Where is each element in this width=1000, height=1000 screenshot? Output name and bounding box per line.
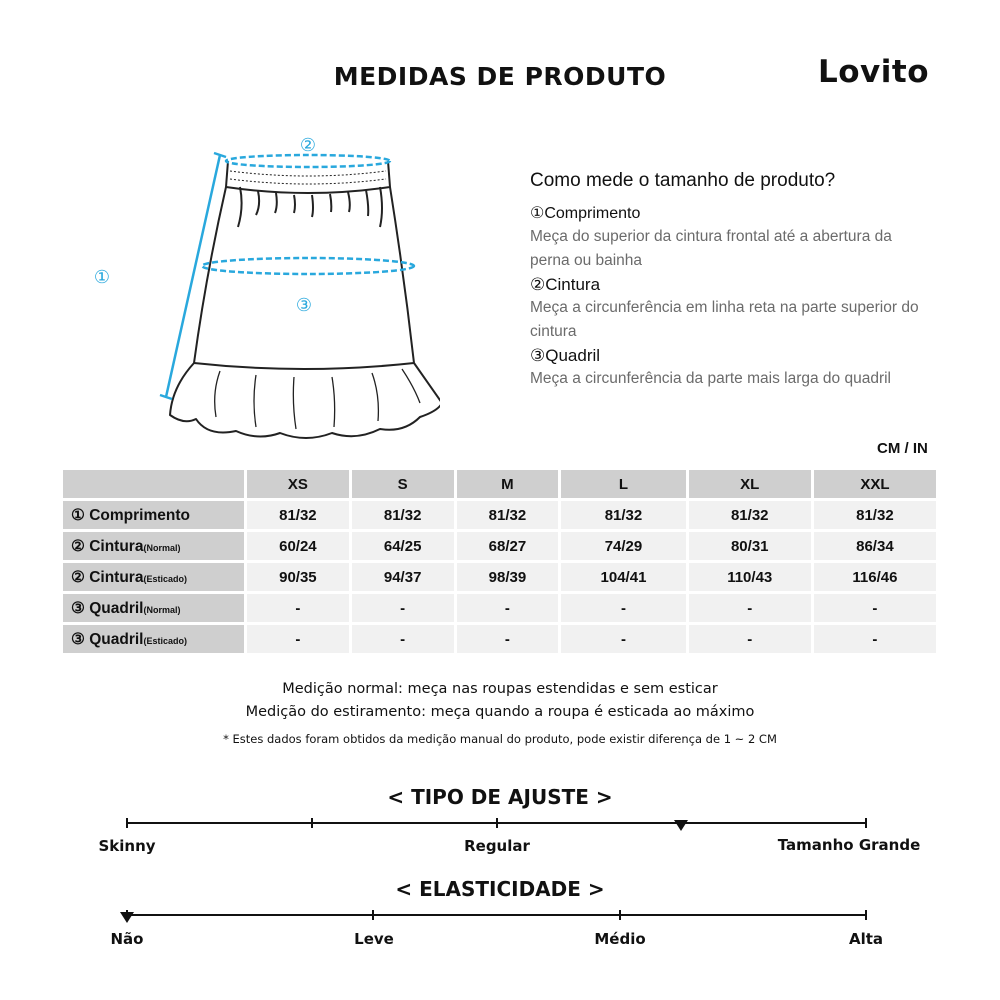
brand-logo: Lovito	[818, 54, 930, 90]
fit-scale-tick	[311, 818, 313, 828]
table-cell: 80/31	[689, 532, 811, 560]
fit-scale-title: < TIPO DE AJUSTE >	[387, 785, 613, 809]
table-cell: -	[247, 625, 349, 653]
table-cell: 116/46	[814, 563, 936, 591]
hip-marker: ③	[295, 295, 313, 316]
table-cell: 86/34	[814, 532, 936, 560]
table-cell: 81/32	[814, 501, 936, 529]
row-label-sub: (Esticado)	[143, 635, 187, 646]
elasticity-scale-tick	[865, 910, 867, 920]
fit-scale-tick	[126, 818, 128, 828]
note-disclaimer: * Estes dados foram obtidos da medição manual do produto, pode existir diferença de 1 ~ 2 CM	[223, 732, 777, 746]
fit-label-regular: Regular	[464, 837, 530, 855]
elasticity-label-high: Alta	[848, 930, 884, 948]
table-cell: 64/25	[352, 532, 454, 560]
table-cell: 81/32	[457, 501, 559, 529]
table-cell: 81/32	[247, 501, 349, 529]
fit-label-skinny: Skinny	[98, 837, 156, 855]
elasticity-scale-line	[126, 914, 867, 916]
row-label-sub: (Esticado)	[143, 573, 187, 584]
guide-hip-text: Meça a circunferência da parte mais larga do quadril	[530, 370, 891, 387]
table-cell: -	[457, 625, 559, 653]
row-label	[63, 563, 244, 591]
elasticity-label-light: Leve	[354, 930, 394, 948]
table-row	[63, 563, 936, 591]
table-cell: -	[561, 594, 685, 622]
table-corner	[63, 470, 244, 498]
guide-waist-heading: ②Cintura	[530, 275, 601, 294]
table-cell: 60/24	[247, 532, 349, 560]
skirt-measurement-diagram	[80, 125, 440, 455]
elasticity-selected-marker	[120, 912, 134, 923]
table-cell: -	[689, 625, 811, 653]
fit-scale-tick	[865, 818, 867, 828]
row-label-sub: (Normal)	[143, 604, 181, 615]
table-cell: 81/32	[689, 501, 811, 529]
table-cell: -	[247, 594, 349, 622]
row-label-text: ② Cintura	[71, 537, 144, 555]
note-stretch: Medição do estiramento: meça quando a roupa é esticada ao máximo	[245, 704, 755, 720]
guide-title: Como mede o tamanho de produto?	[530, 170, 836, 191]
table-cell: 104/41	[561, 563, 685, 591]
elasticity-scale-title: < ELASTICIDADE >	[395, 877, 605, 901]
guide-length-heading: ①Comprimento	[530, 205, 641, 222]
guide-length-text: Meça do superior da cintura frontal até a abertura da perna ou bainha	[530, 228, 892, 269]
table-row	[63, 594, 936, 622]
table-cell: -	[457, 594, 559, 622]
row-label	[63, 594, 244, 622]
elasticity-scale-tick	[372, 910, 374, 920]
table-cell: -	[352, 625, 454, 653]
length-marker: ①	[93, 267, 111, 288]
row-label	[63, 501, 244, 529]
table-cell: -	[561, 625, 685, 653]
size-header: XL	[689, 470, 811, 498]
size-header: XXL	[814, 470, 936, 498]
table-row	[63, 532, 936, 560]
table-row	[63, 625, 936, 653]
fit-label-plus-size: Tamanho Grande	[777, 836, 921, 854]
waist-marker: ②	[299, 135, 317, 156]
row-label-text: ② Cintura	[71, 568, 144, 586]
table-cell: 94/37	[352, 563, 454, 591]
table-cell: 81/32	[352, 501, 454, 529]
note-normal: Medição normal: meça nas roupas estendidas e sem esticar	[282, 681, 718, 697]
row-label	[63, 532, 244, 560]
table-cell: -	[352, 594, 454, 622]
size-header-row	[63, 470, 936, 498]
table-cell: 68/27	[457, 532, 559, 560]
table-cell: -	[814, 625, 936, 653]
table-cell: 110/43	[689, 563, 811, 591]
elasticity-label-medium: Médio	[594, 930, 646, 948]
guide-hip-heading: ③Quadril	[530, 346, 601, 365]
table-cell: 98/39	[457, 563, 559, 591]
row-label-text: ③ Quadril	[71, 599, 144, 617]
size-header: XS	[247, 470, 349, 498]
size-header: L	[561, 470, 685, 498]
fit-scale-tick	[496, 818, 498, 828]
measurement-guide	[530, 170, 950, 391]
fit-selected-marker	[674, 820, 688, 831]
row-label-text: ③ Quadril	[71, 630, 144, 648]
guide-waist-text: Meça a circunferência em linha reta na parte superior do cintura	[530, 299, 919, 340]
table-cell: -	[689, 594, 811, 622]
row-label-text: ① Comprimento	[71, 506, 190, 524]
row-label-sub: (Normal)	[143, 542, 181, 553]
elasticity-label-none: Não	[110, 930, 144, 948]
table-cell: -	[814, 594, 936, 622]
size-header: M	[457, 470, 559, 498]
elasticity-scale-tick	[619, 910, 621, 920]
unit-label: CM / IN	[877, 440, 928, 457]
table-cell: 74/29	[561, 532, 685, 560]
size-header: S	[352, 470, 454, 498]
table-row	[63, 501, 936, 529]
table-cell: 90/35	[247, 563, 349, 591]
row-label	[63, 625, 244, 653]
table-cell: 81/32	[561, 501, 685, 529]
page-title: MEDIDAS DE PRODUTO	[333, 62, 667, 91]
measurement-notes	[0, 678, 1000, 746]
size-table	[60, 467, 939, 656]
